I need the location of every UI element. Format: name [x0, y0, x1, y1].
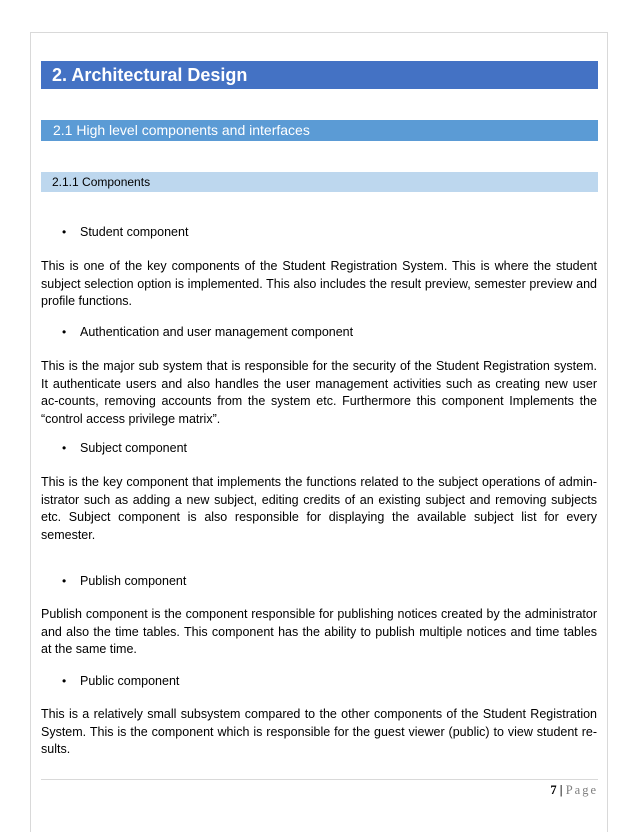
page-separator: |: [559, 783, 563, 797]
heading-components: 2.1.1 Components: [41, 172, 598, 192]
bullet-authentication-component: [62, 324, 353, 341]
bullet-label: Student component: [80, 225, 189, 239]
bullet-icon: •: [62, 574, 67, 588]
bullet-icon: •: [62, 225, 67, 239]
bullet-student-component: [62, 224, 188, 241]
bullet-label: Publish component: [80, 574, 187, 588]
paragraph-publish-component: Publish component is the component responsible for publishing notices created by the administrator and also the time tables. This component has the ability to publish multiple notices and time tables at the same time.: [41, 607, 597, 656]
footer-rule: [41, 779, 598, 780]
bullet-label: Public component: [80, 674, 180, 688]
paragraph-public-component: This is a relatively small subsystem compared to the other components of the Student Registration System. This is the component which is responsible for the guest viewer (public) to view student re-sults.: [41, 707, 597, 756]
bullet-public-component: [62, 673, 179, 690]
bullet-subject-component: [62, 440, 187, 457]
page-word: Page: [565, 783, 598, 797]
paragraph-subject-component: This is the key component that implements the functions related to the subject operations of admin-istrator such as adding a new subject, editing credits of an existing subject and removing subjects etc. Subject component is also responsible for displaying the available subject list for every semester.: [41, 475, 597, 542]
page-number: 7: [550, 783, 557, 797]
paragraph-authentication-component: This is the major sub system that is responsible for the security of the Student Registration system. It authenticate users and also handles the user management activities such as creating new user ac-counts, removing accounts from the system etc. Furthermore this component Implements the “control access privilege matrix”.: [41, 359, 597, 426]
heading-high-level-components: 2.1 High level components and interfaces: [41, 120, 598, 141]
bullet-icon: •: [62, 674, 67, 688]
bullet-icon: •: [62, 441, 67, 455]
paragraph-student-component: This is one of the key components of the Student Registration System. This is where the student subject selection option is implemented. This also includes the result preview, semester preview and profile functions.: [41, 259, 597, 308]
bullet-icon: •: [62, 325, 67, 339]
bullet-label: Authentication and user management component: [80, 325, 354, 339]
bullet-publish-component: [62, 573, 186, 590]
heading-architectural-design: 2. Architectural Design: [41, 61, 598, 89]
bullet-label: Subject component: [80, 441, 188, 455]
page-footer: [550, 783, 598, 798]
